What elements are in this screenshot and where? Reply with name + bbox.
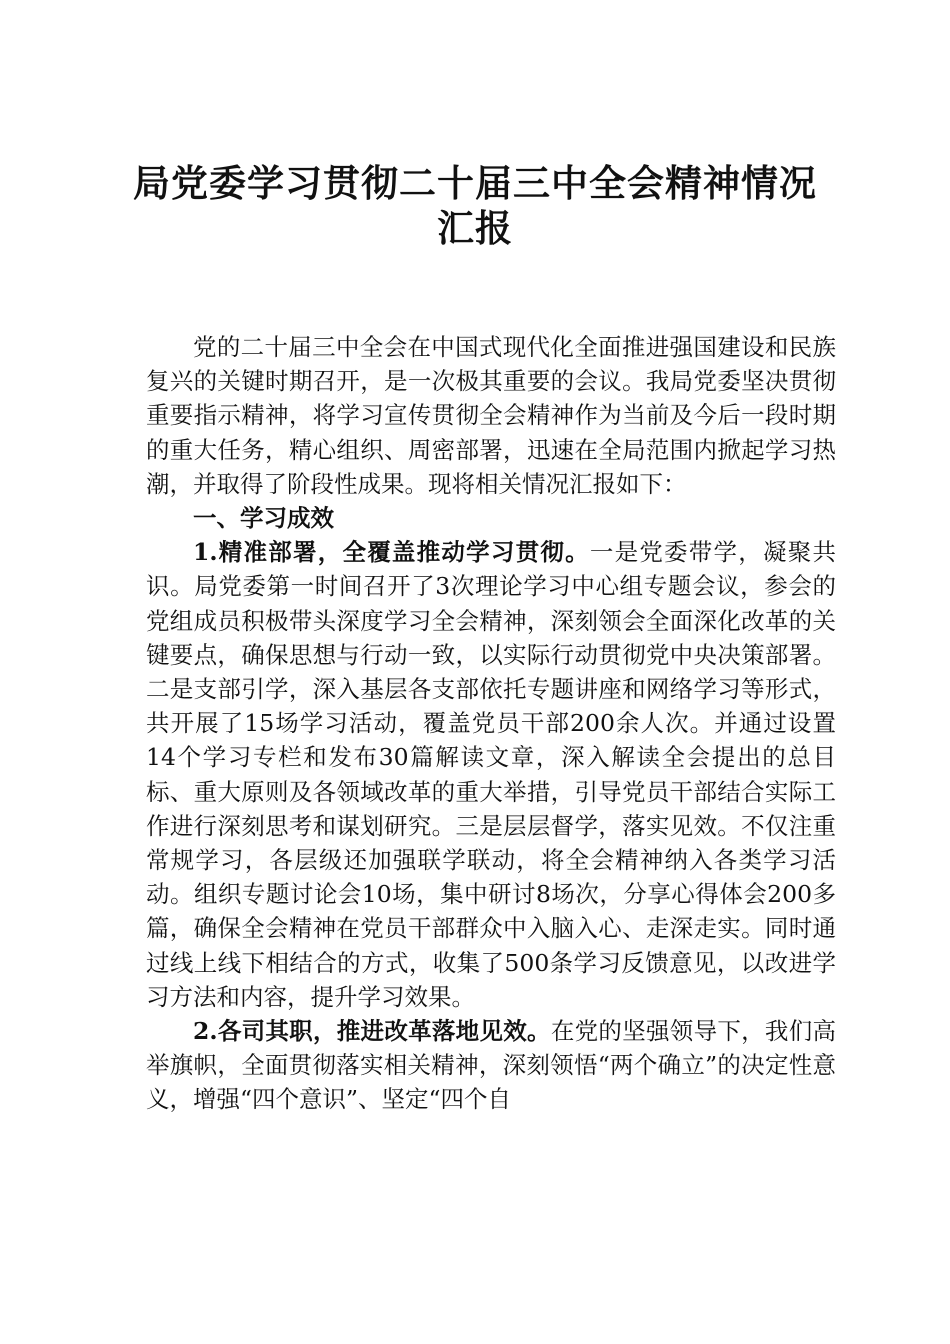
document-body (146, 330, 836, 1117)
item-2-body: 在党的坚强领导下，我们高举旗帜，全面贯彻落实相关精神，深刻领悟“两个确立”的决定性意义，增强“四个意识”、坚定“四个自 (146, 1017, 836, 1114)
item-2-lead: 2.各司其职，推进改革落地见效。 (193, 1017, 551, 1046)
document-title-line-1: 局党委学习贯彻二十届三中全会精神情况 (133, 161, 817, 205)
document-title-line-2: 汇报 (437, 206, 513, 250)
intro-paragraph: 党的二十届三中全会在中国式现代化全面推进强国建设和民族复兴的关键时期召开，是一次极其重要的会议。我局党委坚决贯彻重要指示精神，将学习宣传贯彻全会精神作为当前及今后一段时期的重大任务，精心组织、周密部署，迅速在全局范围内掀起学习热潮，并取得了阶段性成果。现将相关情况汇报如下： (146, 333, 836, 498)
item-1-body: 一是党委带学，凝聚共识。局党委第一时间召开了3次理论学习中心组专题会议，参会的党组成员积极带头深度学习全会精神，深刻领会全面深化改革的关键要点，确保思想与行动一致，以实际行动贯彻党中央决策部署。二是支部引学，深入基层各支部依托专题讲座和网络学习等形式，共开展了15场学习活动，覆盖党员干部200余人次。并通过设置14个学习专栏和发布30篇解读文章，深入解读全会提出的总目标、重大原则及各领域改革的重大举措，引导党员干部结合实际工作进行深刻思考和谋划研究。三是层层督学，落实见效。不仅注重常规学习，各层级还加强联学联动，将全会精神纳入各类学习活动。组织专题讨论会10场，集中研讨8场次，分享心得体会200多篇，确保全会精神在党员干部群众中入脑入心、走深走实。同时通过线上线下相结合的方式，收集了500条学习反馈意见，以改进学习方法和内容，提升学习效果。 (146, 538, 836, 1011)
paragraph-item-1 (146, 535, 836, 1014)
section-heading: 一、学习成效 (193, 504, 334, 533)
item-1-lead: 1.精准部署，全覆盖推动学习贯彻。 (193, 538, 590, 567)
paragraph-item-2 (146, 1014, 836, 1117)
